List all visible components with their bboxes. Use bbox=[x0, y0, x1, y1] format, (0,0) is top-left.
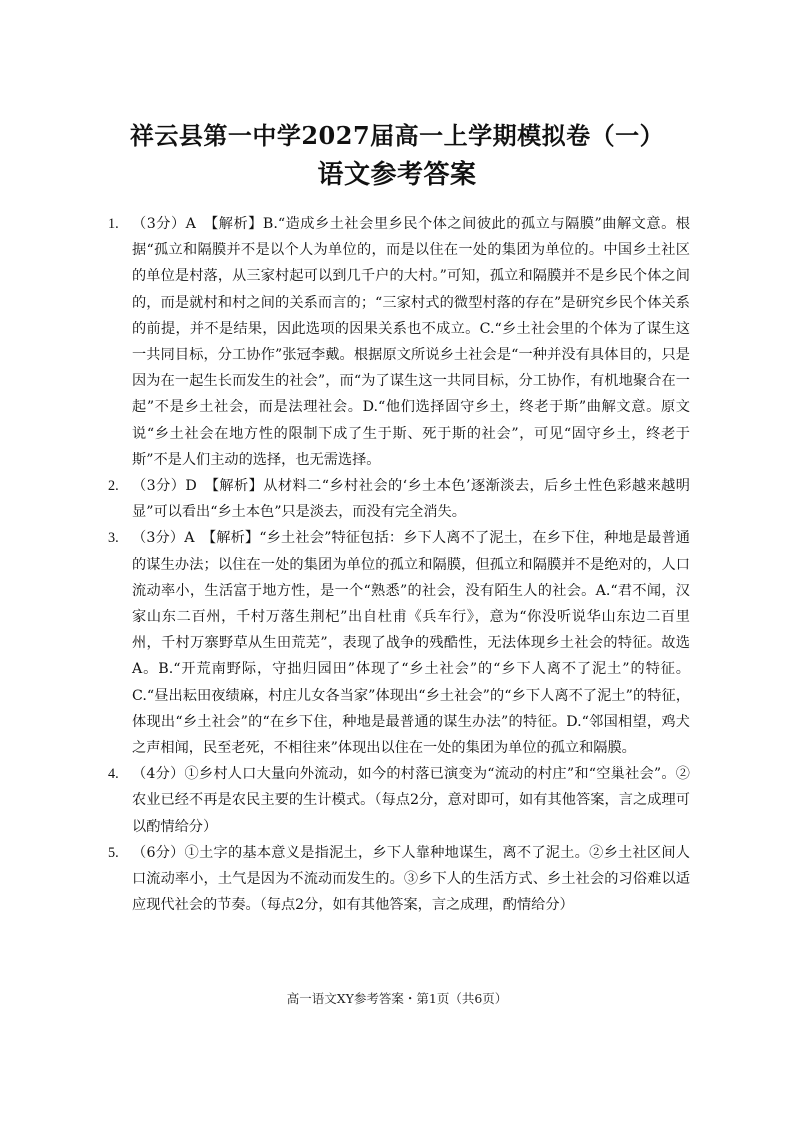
answer-item-5 bbox=[108, 840, 690, 919]
page-footer: 高一语文XY参考答案・第1页（共6页） bbox=[286, 991, 508, 1006]
answer-number: 5. bbox=[108, 844, 119, 861]
answer-text: （3分）A 【解析】B.“造成乡土社会里乡民个体之间彼此的孤立与隔膜”曲解文意。根据“孤立和隔膜并不是以个人为单位的，而是以住在一处的集团为单位的。中国乡土社区的单位是村落，从三家村起可以到几千户的大村。”可知，孤立和隔膜并不是乡民个体之间的，而是就村和村之间的关系而言的；“三家村式的微型村落的存在”是研究乡民个体关系的前提，并不是结果，因此选项的因果关系也不成立。C.“乡土社会里的个体为了谋生这一共同目标，分工协作”张冠李戴。根据原文所说乡土社会是“一种并没有具体目的，只是因为在一起生长而发生的社会”，而“为了谋生这一共同目标，分工协作，有机地聚合在一起”不是乡土社会，而是法理社会。D.“他们选择固守乡土，终老于斯”曲解文意。原文说“乡土社会在地方性的限制下成了生于斯、死于斯的社会”，可见“固守乡土，终老于斯”不是人们主动的选择，也无需选择。 bbox=[132, 216, 690, 468]
answer-number: 3. bbox=[108, 530, 119, 547]
answer-number: 4. bbox=[108, 766, 119, 783]
answer-text: （4分）①乡村人口大量向外流动，如今的村落已演变为“流动的村庄”和“空巢社会”。②农业已经不再是农民主要的生计模式。（每点2分，意对即可，如有其他答案，言之成理可以酌情给分） bbox=[132, 766, 690, 835]
answer-list bbox=[108, 211, 690, 918]
document-title: 祥云县第一中学2027届高一上学期模拟卷（一） bbox=[129, 121, 665, 150]
answer-text: （3分）A 【解析】“乡土社会”特征包括：乡下人离不了泥土，在乡下住，种地是最普通的谋生办法；以住在一处的集团为单位的孤立和隔膜，但孤立和隔膜并不是绝对的，人口流动率小，生活富于地方性，是一个“熟悉”的社会，没有陌生人的社会。A.“君不闻，汉家山东二百州，千村万落生荆杞”出自杜甫《兵车行》，意为“你没听说华山东边二百里州，千村万寨野草从生田荒芜”，表现了战争的残酷性，无法体现乡土社会的特征。故选A。B.“开荒南野际，守拙归园田”体现了“乡土社会”的“乡下人离不了泥土”的特征。C.“昼出耘田夜绩麻，村庄儿女各当家”体现出“乡土社会”的“乡下人离不了泥土”的特征，体现出“乡土社会”的“在乡下住，种地是最普通的谋生办法”的特征。D.“邻国相望，鸡犬之声相闻，民至老死，不相往来”体现出以住在一处的集团为单位的孤立和隔膜。 bbox=[132, 530, 690, 757]
answer-number: 1. bbox=[108, 216, 119, 232]
answer-text: （3分）D 【解析】从材料二“乡村社会的‘乡土本色’逐渐淡去，后乡土性色彩越来越明显”可以看出“乡土本色”只是淡去，而没有完全消失。 bbox=[132, 478, 690, 521]
answer-item-1 bbox=[108, 211, 690, 473]
answer-number: 2. bbox=[108, 478, 119, 495]
answer-item-3 bbox=[108, 525, 690, 761]
answer-item-2 bbox=[108, 473, 690, 525]
answer-item-4 bbox=[108, 761, 690, 840]
document-subtitle: 语文参考答案 bbox=[317, 160, 477, 190]
answer-text: （6分）①土字的基本意义是指泥土，乡下人靠种地谋生，离不了泥土。②乡土社区间人口流动率小，土气是因为不流动而发生的。③乡下人的生活方式、乡土社会的习俗难以适应现代社会的节奏。（每点2分，如有其他答案，言之成理，酌情给分） bbox=[132, 844, 690, 914]
